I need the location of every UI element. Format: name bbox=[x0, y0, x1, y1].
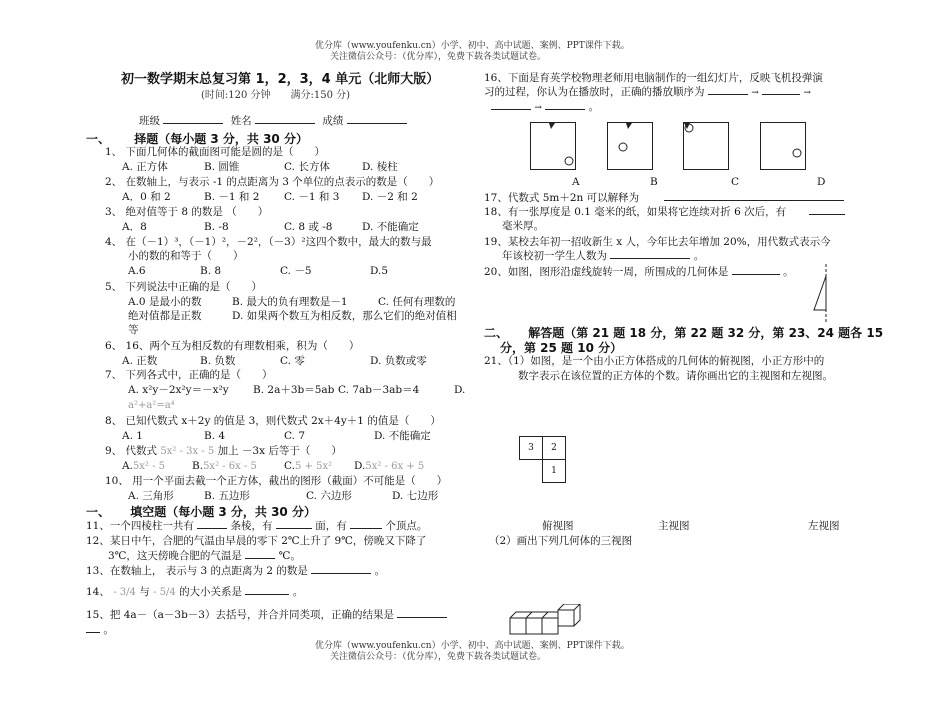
q8-stem: 8、 已知代数式 x＋2y 的值是 3，则代数式 2x＋4y＋1 的值是（ ） bbox=[105, 415, 441, 427]
q11-part-2: 条棱，有 bbox=[230, 520, 273, 532]
q20-text: 20、如图，图形沿虚线旋转一周，所围成的几何体是 bbox=[484, 266, 729, 278]
slide-c bbox=[683, 122, 729, 170]
top-view-label: 俯视图 bbox=[542, 520, 574, 532]
q16-blank-4[interactable] bbox=[545, 109, 585, 110]
q14-part-1: 14、 bbox=[86, 586, 110, 598]
q12-line-1: 12、某日中午，合肥的气温由早晨的零下 2℃上升了 9℃，傍晚又下降了 bbox=[86, 535, 427, 547]
slide-label-d: D bbox=[817, 176, 826, 188]
q8-option-b: B. 4 bbox=[204, 430, 226, 442]
header-line-1: 优分库（www.youfenku.cn）小学、初中、高中试题、案例、PPT课件下载。 bbox=[315, 41, 630, 51]
q1-option-d: D. 棱柱 bbox=[362, 161, 398, 173]
q16-part-2: 习的过程，你认为在播放时，正确的播放顺序为 bbox=[484, 86, 705, 98]
slide-a bbox=[530, 122, 576, 170]
q9-option-d-expr: 5x² - 6x + 5 bbox=[365, 461, 425, 472]
q11-part-4: 个顶点。 bbox=[385, 520, 428, 532]
bomb-icon bbox=[685, 124, 693, 132]
q19-line-2 bbox=[502, 249, 704, 263]
exam-time: (时间:120 分钟 满分:150 分) bbox=[201, 90, 351, 101]
q14-part-3: 的大小关系是 bbox=[179, 586, 243, 598]
slide-b bbox=[607, 122, 653, 170]
q9-option-a bbox=[122, 459, 165, 474]
slide-label-c: C bbox=[731, 176, 740, 188]
exam-title: 初一数学期末总复习第 1，2，3，4 单元（北师大版） bbox=[121, 72, 440, 87]
q2-option-c: C. －1 和 3 bbox=[284, 191, 340, 203]
q5-option-a: A.0 是最小的数 bbox=[128, 296, 202, 308]
q11-blank-2[interactable] bbox=[276, 528, 312, 529]
q11-part-3: 面，有 bbox=[315, 520, 347, 532]
section-3-title: 解答题（第 21 题 18 分，第 22 题 32 分，第 23、24 题各 15 bbox=[528, 326, 884, 340]
q19-line-1: 19、某校去年初一招收新生 x 人，今年比去年增加 20%，用代数式表示今 bbox=[484, 236, 831, 248]
q11-part-1: 11、一个四棱柱一共有 bbox=[86, 520, 194, 532]
q7-option-d: D. bbox=[454, 384, 466, 396]
name-field[interactable] bbox=[255, 123, 315, 124]
section-3-title-cont: 分，第 25 题 10 分） bbox=[500, 341, 623, 355]
q13-blank[interactable] bbox=[311, 573, 371, 574]
q9-option-c-expr: 5 + 5x² bbox=[295, 461, 333, 472]
q9-stem-1: 9、 代数式 bbox=[105, 445, 158, 457]
q5-option-d: D. 如果两个数互为相反数，那么它们的绝对值相 bbox=[232, 310, 457, 322]
q10-option-a: A. 三角形 bbox=[128, 490, 174, 502]
q9-option-a-expr: 5x² - 5 bbox=[132, 461, 166, 472]
q4-option-a: A.6 bbox=[128, 265, 146, 277]
q2-stem: 2、 在数轴上，与表示 -1 的点距离为 3 个单位的点表示的数是（ ） bbox=[105, 176, 440, 188]
q16-blank-1[interactable] bbox=[708, 94, 748, 95]
q14-blank[interactable] bbox=[245, 594, 289, 595]
q1-option-a: A. 正方体 bbox=[122, 161, 168, 173]
q4-option-b: B. 8 bbox=[200, 265, 222, 277]
q6-option-c: C. 零 bbox=[280, 355, 305, 367]
q19-part-2: 年该校初一学生人数为 bbox=[502, 250, 607, 262]
q21-line-2: 数字表示在该位置的正方体的个数。请你画出它的主视图和左视图。 bbox=[518, 370, 833, 382]
bomb-icon bbox=[619, 143, 627, 151]
section-1-title: 择题（每小题 3 分，共 30 分） bbox=[134, 132, 308, 146]
q4-option-d: D.5 bbox=[370, 265, 389, 277]
q8-option-d: D. 不能确定 bbox=[374, 430, 431, 442]
q9-option-c-label: C. bbox=[284, 460, 295, 472]
q5-option-c-cont: 绝对值都是正数 bbox=[128, 310, 202, 322]
slide-a-drawing bbox=[531, 123, 575, 169]
q4-option-c: C. －5 bbox=[280, 265, 312, 277]
grid-empty bbox=[520, 460, 543, 483]
q15-blank-cont[interactable] bbox=[86, 632, 100, 633]
score-field[interactable] bbox=[347, 123, 407, 124]
q3-option-a: A．8 bbox=[122, 221, 147, 233]
slide-b-drawing bbox=[608, 123, 652, 169]
q1-option-b: B. 圆锥 bbox=[204, 161, 240, 173]
q5-stem: 5、 下列说法中正确的是（ ） bbox=[105, 281, 263, 293]
q10-option-c: C. 六边形 bbox=[306, 490, 352, 502]
bomb-icon bbox=[793, 149, 801, 157]
q5-option-b: B. 最大的负有理数是－1 bbox=[232, 296, 348, 308]
q11 bbox=[86, 519, 427, 533]
q7-stem: 7、 下列各式中，正确的是（ ） bbox=[105, 369, 273, 381]
q9-expression: 5x² - 3x - 5 bbox=[160, 446, 215, 457]
section-2-title: 填空题（每小题 3 分，共 30 分） bbox=[130, 505, 316, 519]
q9-option-b-label: B. bbox=[192, 460, 204, 472]
front-view-label: 主视图 bbox=[658, 520, 690, 532]
q2-option-d: D. －2 和 2 bbox=[362, 191, 418, 203]
q1-option-c: C. 长方体 bbox=[284, 161, 330, 173]
cube-solid bbox=[508, 604, 588, 640]
q21-part-2: （2）画出下列几何体的三视图 bbox=[489, 535, 633, 547]
q21-line-1: 21、（1）如图，是一个由小正方体搭成的几何体的俯视图，小正方形中的 bbox=[484, 355, 825, 367]
q9-option-a-label: A. bbox=[122, 460, 133, 472]
q7-option-c: C. 7ab－3ab＝4 bbox=[338, 384, 420, 396]
q7-option-d-expr: a²+a²=a⁴ bbox=[128, 400, 175, 411]
plane-icon bbox=[626, 123, 632, 129]
left-view-label: 左视图 bbox=[808, 520, 840, 532]
q12-blank[interactable] bbox=[245, 558, 275, 559]
header-line-2: 关注微信公众号：（优分库），免费下载各类试题试卷。 bbox=[330, 52, 547, 62]
q14-fraction-2: - 5/4 bbox=[153, 587, 176, 598]
section-3-number: 二、 bbox=[484, 326, 509, 340]
slide-c-drawing bbox=[684, 123, 728, 169]
q9-stem bbox=[105, 444, 342, 459]
q20-end: 。 bbox=[783, 266, 794, 278]
q8-option-a: A. 1 bbox=[122, 430, 143, 442]
q11-blank-3[interactable] bbox=[350, 528, 382, 529]
q3-stem: 3、 绝对值等于 8 的数是 （ ） bbox=[105, 206, 269, 218]
q3-option-b: B. -8 bbox=[204, 221, 229, 233]
q14-end: 。 bbox=[292, 586, 304, 598]
score-label: 成绩 bbox=[322, 115, 344, 127]
q16-blank-3[interactable] bbox=[491, 109, 531, 110]
q20 bbox=[484, 265, 794, 279]
q6-option-a: A. 正数 bbox=[122, 355, 158, 367]
q18-line-1 bbox=[484, 205, 845, 219]
slide-label-b: B bbox=[650, 176, 658, 188]
q10-option-b: B. 五边形 bbox=[204, 490, 250, 502]
q5-option-c: C. 任何有理数的 bbox=[378, 296, 456, 308]
q17-blank[interactable] bbox=[664, 200, 844, 201]
section-2-number: 一、 bbox=[86, 505, 111, 519]
q13-text: 13、在数轴上， 表示与 3 的点距离为 2 的数是 bbox=[86, 565, 308, 577]
bomb-icon bbox=[565, 157, 573, 165]
q1-stem: 1、 下面几何体的截面图可能是圆的是（ ） bbox=[105, 146, 326, 158]
q9-option-d bbox=[354, 459, 424, 474]
q8-option-c: C. 7 bbox=[284, 430, 306, 442]
q9-stem-2: 加上 －3x 后等于（ ） bbox=[217, 445, 342, 457]
q9-option-c bbox=[284, 459, 332, 474]
q6-stem: 6、 16、两个互为相反数的有理数相乘，积为（ ） bbox=[105, 340, 360, 352]
q12-part-3: ℃。 bbox=[278, 550, 301, 562]
plane-icon bbox=[549, 123, 555, 129]
q2-option-a: A．0 和 2 bbox=[122, 191, 171, 203]
q14 bbox=[86, 585, 303, 600]
q6-option-b: B. 负数 bbox=[200, 355, 236, 367]
q12-line-2 bbox=[108, 549, 301, 563]
q12-part-2: 3℃，这天傍晚合肥的气温是 bbox=[108, 550, 242, 562]
grid-cell: 1 bbox=[543, 460, 566, 483]
slide-d-drawing bbox=[761, 123, 805, 169]
q4-stem-1: 4、 在（－1）³，（－1）²，－2²，（－3）²这四个数中，最大的数与最 bbox=[105, 236, 432, 248]
q17 bbox=[484, 191, 844, 205]
q17-text: 17、代数式 5m＋2n 可以解释为 bbox=[484, 192, 640, 204]
q4-stem-2: 小的数的和等于（ ） bbox=[128, 250, 244, 262]
q9-option-b-expr: 5x² - 6x - 5 bbox=[203, 461, 257, 472]
q15-blank[interactable] bbox=[397, 617, 447, 618]
student-info bbox=[139, 114, 407, 128]
q15-text: 15、把 4a－（a－3b－3）去括号，并合并同类项，正确的结果是 bbox=[86, 609, 394, 621]
q9-option-d-label: D. bbox=[354, 460, 366, 472]
q19-end: 。 bbox=[693, 250, 705, 262]
q13 bbox=[86, 564, 385, 578]
q14-fraction-1: - 3/4 bbox=[113, 587, 136, 598]
cube-lines bbox=[510, 604, 580, 634]
section-2-heading bbox=[86, 503, 316, 520]
footer-line-2: 关注微信公众号：（优分库），免费下载各类试题试卷。 bbox=[330, 652, 547, 662]
class-label: 班级 bbox=[139, 115, 160, 127]
q18-blank[interactable] bbox=[809, 214, 845, 215]
q14-part-2: 与 bbox=[139, 586, 150, 598]
q3-option-d: D. 不能确定 bbox=[362, 221, 419, 233]
q16-blank-2[interactable] bbox=[762, 94, 800, 95]
q7-option-b: B. 2a＋3b＝5ab bbox=[253, 384, 335, 396]
q16-line-2: 习的过程，你认为在播放时，正确的播放顺序为 → → bbox=[484, 86, 811, 98]
grid-cell: 3 bbox=[520, 437, 543, 460]
triangle-shape bbox=[814, 276, 826, 310]
top-view-grid bbox=[519, 436, 566, 483]
q7-option-a: A. x²y－2x²y＝－x²y bbox=[128, 384, 229, 396]
q20-blank[interactable] bbox=[732, 274, 780, 275]
q15-end: 。 bbox=[103, 624, 114, 636]
q18-part-1: 18、有一张厚度是 0.1 毫米的纸，如果将它连续对折 6 次后，有 bbox=[484, 206, 787, 218]
q16-line-1: 16、下面是育英学校物理老师用电脑制作的一组幻灯片，反映飞机投弹演 bbox=[484, 72, 823, 84]
slide-label-a: A bbox=[572, 176, 580, 188]
q13-end: 。 bbox=[374, 565, 386, 577]
q2-option-b: B. －1 和 2 bbox=[204, 191, 260, 203]
footer-line-1: 优分库（www.youfenku.cn）小学、初中、高中试题、案例、PPT课件下载。 bbox=[315, 641, 630, 651]
slide-d bbox=[760, 122, 806, 170]
grid-cell: 2 bbox=[543, 437, 566, 460]
q15 bbox=[86, 608, 447, 622]
q19-blank[interactable] bbox=[610, 258, 690, 259]
name-label: 姓名 bbox=[230, 115, 252, 127]
section-1-number: 一、 bbox=[86, 132, 111, 146]
q5-option-d-cont: 等 bbox=[128, 324, 139, 336]
q18-line-2: 毫米厚。 bbox=[502, 220, 544, 232]
rotation-figure bbox=[812, 262, 842, 326]
q3-option-c: C. 8 或 -8 bbox=[284, 221, 333, 233]
q6-option-d: D. 负数或零 bbox=[370, 355, 427, 367]
q15-cont bbox=[86, 623, 114, 637]
q11-blank-1[interactable] bbox=[197, 528, 227, 529]
q10-option-d: D. 七边形 bbox=[392, 490, 439, 502]
class-field[interactable] bbox=[163, 123, 223, 124]
q10-stem: 10、 用一个平面去截一个正方体，截出的图形（截面）不可能是（ ） bbox=[105, 475, 448, 487]
q16-line-3: → 。 bbox=[491, 100, 599, 115]
q9-option-b bbox=[192, 459, 257, 474]
